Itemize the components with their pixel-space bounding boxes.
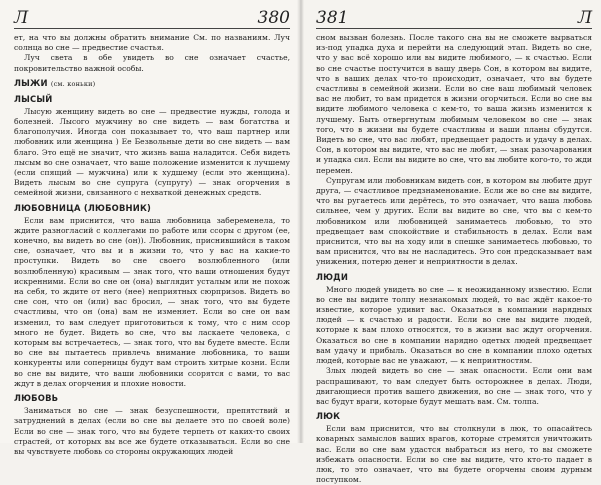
right-page-header <box>316 6 592 29</box>
left-page-text <box>14 33 290 457</box>
entry-heading-lyuk: ЛЮК <box>316 411 341 422</box>
paragraph: ет, на что вы должны обратить внимание См. по названиям. Луч солнца во сне — предвестие счастья. <box>14 33 290 53</box>
paragraph: Злых людей видеть во сне — знак опасности. Если они вам распрашивают, то вам следует быть осторожнее в делах. Люди, двигающиеся против вашего движения, во сне — знак того, что у вас будут враги, которые будут мешать вам. См. толпа. <box>316 366 592 406</box>
paragraph: Если вам приснится, что ваша любовница забеременела, то ждите разногласий с коллегами по работе или ссоры с другом (ее, конечно, вы видеть во сне (он)). Любовник, приснившийся в таком сне, означает, что вы и в жизни то, что у вас на какие-то проступки. Видеть во сне своего возлюбленного (или возлюбленную) красивым — знак того, что ваши отношения будут искренними. Если во сне он (она) выглядит усталым или не похож на себя, то ждите от него (нее) неприятных сюрпризов. Видеть во сне сон, что он (или) вас бросил, — знак того, что вы будете счастливы, что он (она) вам не изменяет. Если во сне он вам изменил, то вам следует приготовиться к тому, что с ним ссор много не будет. Видеть во сне, что вы ласкаете человека, с которым вы встречаетесь, — знак того, что вы будете вместе. Если во сне вы пытаетесь привлечь внимание любовника, то ваши конкуренты или соперницы будут вам строить хитрые козни. Если во сне вы видите, что ваши любовники ссорятся с вами, то вас ждут в делах огорчения и плохие новости. <box>14 215 290 388</box>
book-gutter <box>297 0 304 443</box>
paragraph: Заниматься во сне — знак безуспешности, препятствий и затруднений в делах (если во сне вы делаете это по своей воле) Если во сне — знак того, что вы будете терпеть от каких-то своих страстей, от которых вы все же будете отказываться. Если во сне вы чувствуете любовь со стороны окружающих людей <box>14 406 290 456</box>
heading-note: (см. коньки) <box>50 79 96 88</box>
left-page <box>0 0 300 456</box>
paragraph: Супругам или любовникам видеть сон, в котором вы любите друг друга, — счастливое предзнаменование. Если же во сне вы видите, что вы ругаетесь или дерётесь, то это означает, что ваша любовь сильнее, чем у других. Если вы видите во сне, что вы с кем-то любовником или любовницей занимаетесь любовью, то это предвещает вам спокойствие и стабильность в делах. Если вам приснится, что вы на ходу или в спешке занимаетесь любовью, то вам приснится, что вы не насладитесь. Это сон предсказывает вам унижения, потерю денег и неприятности в делах. <box>316 175 592 267</box>
heading-text: ЛЫЖИ <box>14 77 48 88</box>
paragraph: Луч света в обе увидеть во сне означает счастье, покровительство важной особы. <box>14 53 290 73</box>
right-page-number: 381 <box>316 8 349 28</box>
entry-heading-lyudi: ЛЮДИ <box>316 271 349 282</box>
entry-heading-lyzhi <box>14 78 290 90</box>
left-page-header <box>14 6 290 29</box>
left-page-number: 380 <box>257 8 290 28</box>
paragraph: Если вам приснится, что вы столкнули в люк, то опасайтесь коварных замыслов ваших врагов, которые стремятся уничтожить вас. Если во сне вам удастся выбраться из него, то вы сможете избежать опасности. Если во сне вы видите, что кто-то падает в люк, то это означает, что вы будете огорчены своим дурным поступком. <box>316 424 592 485</box>
entry-heading-lyubov: ЛЮБОВЬ <box>14 393 59 404</box>
entry-heading-lysyi: ЛЫСЫЙ <box>14 93 53 104</box>
paragraph: Лысую женщину видеть во сне — предвестие нужды, голода и болезней. Лысого мужчину во сне видеть — вам богатства и благополучия. Иногда сон показывает то, что ваш партнер или любовник или женщина ) Ее Безвольные дети во сне видеть — вам благо. Это ещё не значит, что жизнь ваша наладится. Себя видеть лысым во сне означает, что ваше положение изменится к лучшему (если спящий — мужчина) или к худшему (если это женщина). Видеть лысым во сне супруга (супругу) — знак огорчения в семейной жизни, связанного с нехваткой денежных средств. <box>14 106 290 198</box>
right-page-text <box>316 33 592 485</box>
paragraph: Много людей увидеть во сне — к неожиданному известию. Если во сне вы видите толпу незнакомых людей, то вас ждёт какое-то известие, которое удивит вас. Оказаться в компании нарядных людей — к счастью и радости. Если во сне вы видите людей, которые к вам плохо относятся, то в жизни вас ждут огорчения. Оказаться во сне в компании нарядно одетых людей предвещает вам удачу и прибыль. Оказаться во сне в компании плохо одетых людей, которые вас не уважают, — к неприятностям. <box>316 284 592 366</box>
right-page <box>300 0 600 485</box>
paragraph: сном вызван болезнь. После такого сна вы не сможете вырваться из-под упадка духа и перейти на следующий этап. Видеть во сне, что у вас всё хорошо или вы видите любимого, — к счастью. Если во сне счастье постучится в вашу дверь Сон, в котором вы видите, что в ваших делах что-то происходит, означает, что вы будете счастливы в семейной жизни. Если во сне ваш любимый человек вас не любит, то вам придется в жизни огорчиться. Если во сне вы видите любимого человека с кем-то, то ваша жизнь изменится к лучшему. Быть отвергнутым любимым человеком во сне — знак того, что в жизни вы будете счастливы и ваши планы сбудутся. Видеть во сне, что вас любят, предвещает радость и удачу в делах. Сон, в котором вы видите, что вас не любят, — знак разочарования и упадка сил. Если вы видите во сне, что вы любите кого-то, то жди перемен. <box>316 33 592 175</box>
left-header-letter: Л <box>14 8 29 28</box>
entry-heading-lyubovnitsa: ЛЮБОВНИЦА (ЛЮБОВНИК) <box>14 202 152 213</box>
right-header-letter: Л <box>577 8 592 28</box>
